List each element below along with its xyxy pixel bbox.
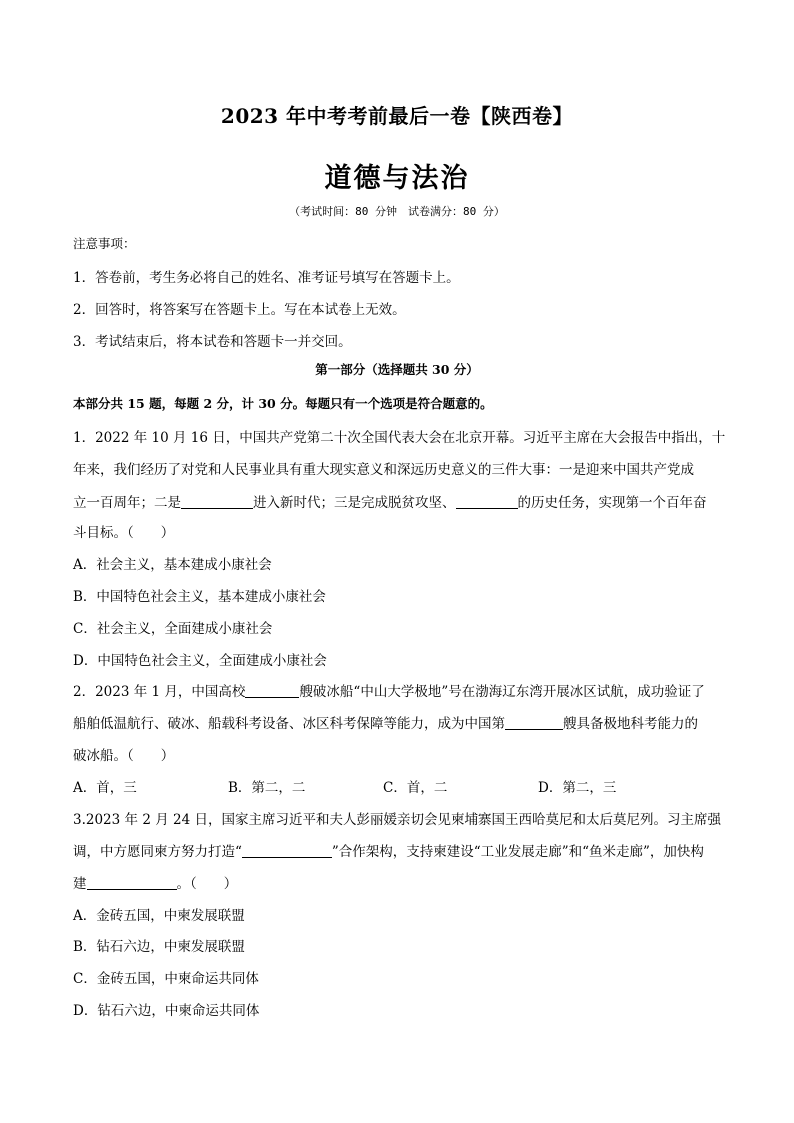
q3-option-b: B．钻石六边，中柬发展联盟 xyxy=(73,939,245,955)
q3-text: 调，中方愿同柬方努力打造“ xyxy=(73,844,242,860)
q1-text-line: 年来，我们经历了对党和人民事业具有重大现实意义和深远历史意义的三件大事：一是迎来中国共产党成 xyxy=(73,462,694,478)
q3-text-line xyxy=(73,872,237,892)
notice-item: 3．考试结束后，将本试卷和答题卡一并交回。 xyxy=(73,334,352,350)
notice-title: 注意事项： xyxy=(73,236,136,251)
q1-option-d: D．中国特色社会主义，全面建成小康社会 xyxy=(73,653,327,669)
answer-blank xyxy=(181,494,253,509)
q1-text-line: 1．2022 年 10 月 16 日，中国共产党第二十次全国代表大会在北京开幕。习近平主席在大会报告中指出，十 xyxy=(73,430,726,446)
q2-text-line xyxy=(73,680,705,700)
q2-options xyxy=(73,776,616,796)
subject-title: 道德与法治 xyxy=(324,163,470,194)
notice-item: 2．回答时，将答案写在答题卡上。写在本试卷上无效。 xyxy=(73,302,406,318)
exam-title: 2023 年中考考前最后一卷【陕西卷】 xyxy=(220,104,574,128)
q2-text: 艘具备极地科考能力的 xyxy=(563,716,698,732)
answer-blank xyxy=(245,683,299,698)
q1-text-line: 斗目标。（ ） xyxy=(73,525,175,541)
q1-text-line xyxy=(73,491,707,511)
q3-text: ”合作架构，支持柬建设“工业发展走廊”和“鱼米走廊”，加快构 xyxy=(331,844,704,860)
q1-text: 立一百周年；二是 xyxy=(73,495,181,511)
q3-option-d: D．钻石六边，中柬命运共同体 xyxy=(73,1003,260,1019)
q2-text: 船舶低温航行、破冰、船载科考设备、冰区科考保障等能力，成为中国第 xyxy=(73,716,505,732)
q1-option-a: A．社会主义，基本建成小康社会 xyxy=(73,557,272,573)
q2-text: 艘破冰船“中山大学极地”号在渤海辽东湾开展冰区试航，成功验证了 xyxy=(299,684,705,700)
q2-option-d: D．第二，三 xyxy=(538,780,617,796)
q2-option-b: B．第二，二 xyxy=(228,780,306,796)
q1-text: 进入新时代；三是完成脱贫攻坚、 xyxy=(253,495,456,511)
q3-text: 建 xyxy=(73,876,87,892)
answer-blank xyxy=(456,494,518,509)
q3-text: 。（ ） xyxy=(176,876,238,892)
q2-option-c: C．首，二 xyxy=(383,780,448,796)
q3-option-a: A．金砖五国，中柬发展联盟 xyxy=(73,908,245,924)
answer-blank xyxy=(87,875,177,890)
q1-option-c: C．社会主义，全面建成小康社会 xyxy=(73,621,273,637)
q3-text-line xyxy=(73,840,704,860)
part-one-title: 第一部分（选择题共 30 分） xyxy=(315,362,479,377)
q1-text: 的历史任务，实现第一个百年奋 xyxy=(517,495,707,511)
notice-item: 1．答卷前，考生务必将自己的姓名、准考证号填写在答题卡上。 xyxy=(73,270,460,286)
answer-blank xyxy=(242,843,332,858)
q2-text-line xyxy=(73,712,698,732)
q3-text-line: 3.2023 年 2 月 24 日，国家主席习近平和夫人彭丽媛亲切会见柬埔寨国王西哈莫尼和太后莫尼列。习主席强 xyxy=(73,812,721,828)
exam-info: （考试时间：80 分钟 试卷满分：80 分） xyxy=(289,205,505,218)
q3-option-c: C．金砖五国，中柬命运共同体 xyxy=(73,971,259,987)
q2-text: 2．2023 年 1 月，中国高校 xyxy=(73,684,246,700)
q2-option-a: A．首，三 xyxy=(73,780,137,796)
q1-option-b: B．中国特色社会主义，基本建成小康社会 xyxy=(73,589,326,605)
q2-text-line: 破冰船。（ ） xyxy=(73,748,175,764)
part-one-instruction: 本部分共 15 题，每题 2 分，计 30 分。每题只有一个选项是符合题意的。 xyxy=(73,396,493,411)
answer-blank xyxy=(505,715,563,730)
